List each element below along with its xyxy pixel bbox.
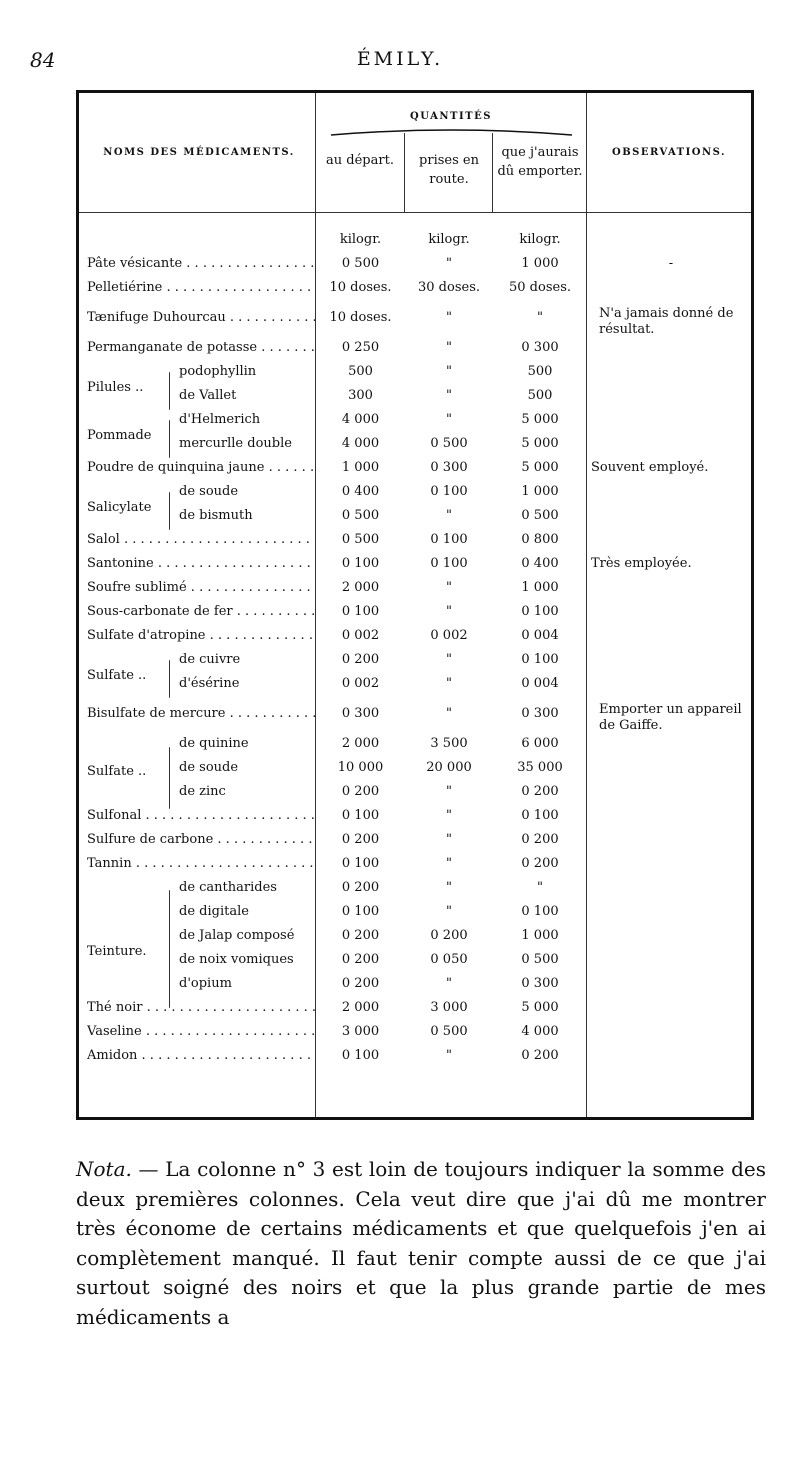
quantity-q2: 20 000 (426, 760, 472, 775)
quantity-q2: " (446, 412, 452, 427)
table-row (79, 876, 751, 900)
quantity-q3: 35 000 (517, 760, 563, 775)
medication-name: d'opium (179, 976, 232, 991)
quantity-q3: 1 000 (521, 580, 559, 595)
quantity-q3: 0 100 (521, 904, 559, 919)
medication-name: Bisulfate de mercure . . . (87, 702, 315, 726)
table-row (79, 672, 751, 696)
quantity-q1: 0 500 (341, 532, 380, 547)
quantity-q1: 4 000 (341, 412, 380, 427)
medication-name: Pâte vésicante . . . (87, 252, 315, 276)
header-names: NOMS DES MÉDICAMENTS. (103, 147, 295, 158)
table-row (79, 1020, 751, 1044)
medication-name: Tænifuge Duhourcau . . . (87, 306, 315, 330)
quantity-q3: 0 200 (521, 856, 559, 871)
medication-name: de soude (179, 484, 239, 499)
quantity-q1: 0 200 (341, 832, 380, 847)
medication-name: Thé noir . . . (87, 996, 315, 1020)
quantity-q2: " (446, 364, 452, 379)
header-quantities: QUANTITÉS (410, 111, 492, 122)
quantity-q2: " (446, 976, 452, 991)
quantity-q1: 300 (348, 388, 373, 403)
quantity-q2: " (446, 706, 452, 721)
observation (591, 600, 751, 624)
header-q1: au départ. (326, 153, 394, 168)
quantity-q3: 0 400 (521, 556, 559, 571)
quantity-q2: 0 002 (430, 628, 468, 643)
unit-label: kilogr. (339, 232, 382, 247)
page-number: 84 (30, 48, 56, 72)
observation (591, 948, 751, 972)
observation (591, 804, 751, 828)
observation (591, 1020, 751, 1044)
quantity-q2: " (446, 784, 452, 799)
quantity-q1: 0 200 (341, 880, 380, 895)
medication-name: de quinine (179, 736, 249, 751)
medication-name: Amidon . . . (87, 1044, 315, 1068)
quantity-q3: 0 200 (521, 1048, 559, 1063)
observation (591, 360, 751, 384)
medication-name: Vaseline . . . (87, 1020, 315, 1044)
medication-name: Pelletiérine . . . (87, 276, 315, 300)
medication-name: de cuivre (179, 652, 241, 667)
quantity-q3: 0 100 (521, 604, 559, 619)
quantity-q2: 0 100 (430, 532, 468, 547)
observation: - (668, 256, 674, 271)
quantity-q1: 10 000 (337, 760, 384, 775)
units-row (79, 228, 751, 252)
quantity-q3: 0 100 (521, 808, 559, 823)
table-row (79, 336, 751, 360)
quantity-q2: " (446, 880, 452, 895)
table-row (79, 924, 751, 948)
table-row (79, 408, 751, 432)
quantity-q1: 0 200 (341, 784, 380, 799)
quantity-q3: 0 800 (521, 532, 559, 547)
quantity-q1: 0 200 (341, 952, 380, 967)
quantity-q3: 0 300 (521, 340, 559, 355)
quantity-q2: " (446, 904, 452, 919)
observation (591, 648, 751, 672)
medication-name: Santonine . . . (87, 552, 315, 576)
quantity-q3: 0 200 (521, 832, 559, 847)
table-row (79, 900, 751, 924)
quantity-q2: " (446, 856, 452, 871)
medication-name: d'ésérine (179, 676, 240, 691)
table-row (79, 252, 751, 276)
quantity-q1: 0 002 (341, 676, 380, 691)
observation (591, 852, 751, 876)
observation (591, 336, 751, 360)
observation: Très employée. (591, 556, 692, 571)
observation: N'a jamais donné de résultat. (599, 306, 734, 337)
table-row (79, 828, 751, 852)
observation (591, 900, 751, 924)
quantity-q3: 1 000 (521, 256, 559, 271)
observation (591, 624, 751, 648)
observation (591, 996, 751, 1020)
unit-label: kilogr. (428, 232, 470, 247)
table-row (79, 648, 751, 672)
header-observations: OBSERVATIONS. (612, 147, 726, 158)
nota-paragraph (76, 1155, 766, 1332)
quantity-q1: 0 100 (341, 904, 380, 919)
table-row (79, 804, 751, 828)
quantity-q2: 30 doses. (418, 280, 480, 295)
observation: Souvent employé. (591, 460, 709, 475)
group-label: Pommade (87, 428, 152, 443)
quantity-q3: 0 500 (521, 952, 559, 967)
table-row (79, 852, 751, 876)
observation (591, 504, 751, 528)
table-row (79, 480, 751, 504)
medication-name: podophyllin (179, 364, 257, 379)
quantity-q3: 0 200 (521, 784, 559, 799)
quantity-q2: " (446, 652, 452, 667)
table-row (79, 702, 751, 733)
quantity-q1: 0 400 (341, 484, 380, 499)
medication-name: mercurlle double (179, 436, 292, 451)
medication-name: de cantharides (179, 880, 277, 895)
observation (591, 432, 751, 456)
table-row (79, 360, 751, 384)
quantity-q1: 10 doses. (329, 310, 392, 325)
quantity-q1: 0 500 (341, 256, 380, 271)
quantity-q3: 0 500 (521, 508, 559, 523)
medication-name: de zinc (179, 784, 226, 799)
quantity-q2: 3 500 (430, 736, 468, 751)
quantity-q1: 500 (348, 364, 373, 379)
group-label: Teinture. (87, 944, 147, 959)
header-swash (329, 127, 574, 137)
unit-label: kilogr. (519, 232, 561, 247)
group-label: Sulfate .. (87, 764, 147, 779)
observation (591, 480, 751, 504)
quantity-q2: 0 500 (430, 436, 468, 451)
quantity-q1: 0 100 (341, 556, 380, 571)
medication-name: de noix vomiques (179, 952, 294, 967)
running-head: ÉMILY. (356, 48, 444, 70)
quantity-q2: " (446, 808, 452, 823)
quantity-q2: 0 200 (430, 928, 468, 943)
observation (591, 972, 751, 996)
quantity-q3: 5 000 (521, 436, 559, 451)
quantity-q3: " (537, 880, 543, 895)
quantity-q2: " (446, 580, 452, 595)
quantity-q1: 4 000 (341, 436, 380, 451)
quantity-q2: " (446, 310, 452, 325)
group-label: Salicylate (87, 500, 152, 515)
observation (591, 276, 751, 300)
quantity-q3: 5 000 (521, 460, 559, 475)
observation (591, 732, 751, 756)
table-row (79, 600, 751, 624)
quantity-q2: 0 100 (430, 556, 468, 571)
quantity-q2: " (446, 340, 452, 355)
observation (591, 1044, 751, 1068)
quantity-q1: 0 100 (341, 1048, 380, 1063)
quantity-q1: 0 300 (341, 706, 380, 721)
quantity-q3: 1 000 (521, 928, 559, 943)
quantity-q2: 0 100 (430, 484, 468, 499)
quantity-q3: 0 004 (521, 676, 559, 691)
medication-name: de Vallet (179, 388, 237, 403)
quantity-q1: 0 200 (341, 976, 380, 991)
column-rule (404, 133, 405, 213)
table-row (79, 276, 751, 300)
quantity-q1: 2 000 (341, 1000, 380, 1015)
table-row (79, 624, 751, 648)
table-row (79, 996, 751, 1020)
medication-name: Soufre sublimé . . . (87, 576, 315, 600)
observation: Emporter un appareil de Gaiffe. (599, 702, 742, 733)
quantity-q2: " (446, 388, 452, 403)
medication-name: de soude (179, 760, 239, 775)
observation (591, 780, 751, 804)
quantity-q3: 4 000 (521, 1024, 559, 1039)
table-row (79, 780, 751, 804)
quantity-q2: " (446, 832, 452, 847)
quantity-q2: 0 050 (430, 952, 468, 967)
quantity-q1: 2 000 (341, 580, 380, 595)
observation (591, 924, 751, 948)
table-row (79, 432, 751, 456)
quantity-q1: 0 002 (341, 628, 380, 643)
medication-name: Salol . . . (87, 528, 315, 552)
medication-name: Sulfure de carbone . . . (87, 828, 315, 852)
quantity-q1: 3 000 (341, 1024, 380, 1039)
medication-name: de bismuth (179, 508, 253, 523)
quantity-q3: 0 300 (521, 706, 559, 721)
quantity-q2: " (446, 1048, 452, 1063)
quantity-q3: 500 (527, 364, 553, 379)
medication-name: d'Helmerich (179, 412, 261, 427)
header-q3: que j'aurais dû emporter. (497, 145, 583, 179)
medication-name: Sous-carbonate de fer . . . (87, 600, 315, 624)
group-label: Sulfate .. (87, 668, 147, 683)
quantity-q2: 3 000 (430, 1000, 468, 1015)
observation (591, 876, 751, 900)
quantity-q1: 0 200 (341, 928, 380, 943)
table-row (79, 1044, 751, 1068)
quantity-q1: 0 200 (341, 652, 380, 667)
quantity-q3: 0 300 (521, 976, 559, 991)
quantity-q3: 5 000 (521, 1000, 559, 1015)
observation (591, 384, 751, 408)
quantity-q1: 0 250 (341, 340, 380, 355)
table-row (79, 456, 751, 480)
quantity-q1: 0 100 (341, 808, 380, 823)
table-row (79, 756, 751, 780)
table-row (79, 384, 751, 408)
table-row (79, 528, 751, 552)
quantity-q3: 0 100 (521, 652, 559, 667)
table-row (79, 948, 751, 972)
medication-name: Sulfate d'atropine . . . (87, 624, 315, 648)
quantity-q2: " (446, 508, 452, 523)
medication-name: Tannin . . . (87, 852, 315, 876)
medication-name: Sulfonal . . . (87, 804, 315, 828)
table-row (79, 732, 751, 756)
quantity-q3: 0 004 (521, 628, 559, 643)
nota-text: — La colonne n° 3 est loin de toujours indiquer la somme des deux premières colonnes. Cela veut dire que j'ai dû me montrer très économe de certains médicaments et que quelquefois j'en ai complètement manqué. Il faut tenir compte aussi de ce que j'ai surtout soigné des noirs et que la plus grande partie de mes médicaments a (76, 1157, 767, 1329)
observation (591, 408, 751, 432)
table-row (79, 552, 751, 576)
quantity-q3: " (537, 310, 543, 325)
header-rule (79, 212, 751, 213)
quantity-q2: " (446, 676, 452, 691)
table-row (79, 576, 751, 600)
quantity-q1: 2 000 (341, 736, 380, 751)
table-row (79, 306, 751, 337)
quantity-q3: 1 000 (521, 484, 559, 499)
quantity-q2: 0 300 (430, 460, 468, 475)
observation (591, 528, 751, 552)
observation (591, 756, 751, 780)
quantity-q2: " (446, 604, 452, 619)
quantity-q1: 0 100 (341, 604, 380, 619)
table-row (79, 504, 751, 528)
medication-name: de digitale (179, 904, 249, 919)
quantity-q3: 50 doses. (509, 280, 571, 295)
medication-table (76, 90, 754, 1120)
quantity-q1: 0 500 (341, 508, 380, 523)
quantity-q1: 0 100 (341, 856, 380, 871)
nota-label: Nota. (76, 1157, 132, 1181)
column-rule (492, 133, 493, 213)
observation (591, 828, 751, 852)
quantity-q2: 0 500 (430, 1024, 468, 1039)
medication-name: de Jalap composé (179, 928, 295, 943)
table-row (79, 972, 751, 996)
quantity-q2: " (446, 256, 452, 271)
quantity-q3: 5 000 (521, 412, 559, 427)
header-q2: prises en route. (419, 153, 479, 187)
medication-name: Poudre de quinquina jaune . . . (87, 456, 315, 480)
quantity-q1: 10 doses. (329, 280, 392, 295)
observation (591, 672, 751, 696)
group-label: Pilules .. (87, 380, 144, 395)
medication-name: Permanganate de potasse . . . (87, 336, 315, 360)
quantity-q3: 500 (527, 388, 553, 403)
quantity-q3: 6 000 (521, 736, 559, 751)
observation (591, 576, 751, 600)
quantity-q1: 1 000 (341, 460, 380, 475)
